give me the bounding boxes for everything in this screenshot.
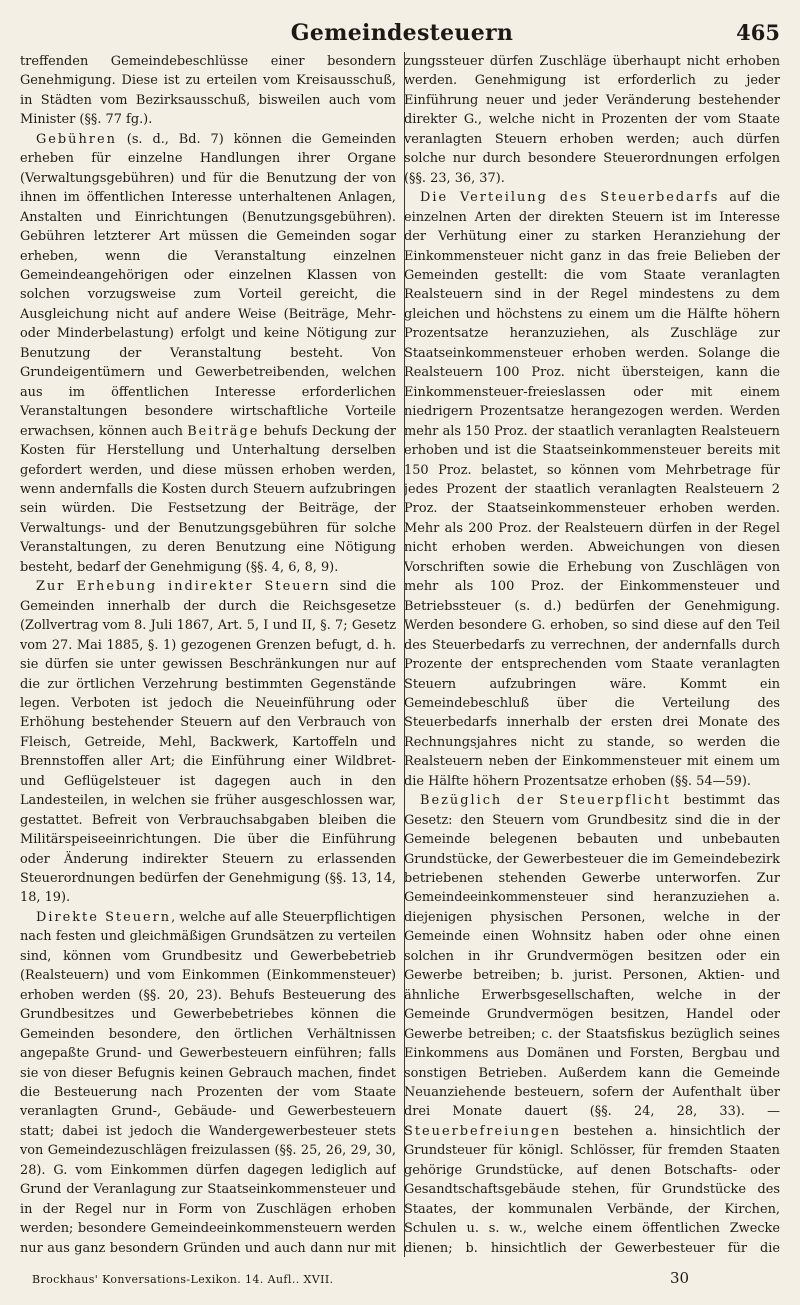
left-column xyxy=(20,52,396,1257)
footer-source-line: Brockhaus' Konversations-Lexikon. 14. Aufl.. XVII. xyxy=(32,1273,334,1286)
paragraph-indirect-taxes xyxy=(20,577,396,908)
paragraph-tax-liability xyxy=(404,791,780,1257)
distribution-text: auf die einzelnen Arten der direkten Steuern ist im Interesse der Verhütung einer zu starken Heranziehung der Einkommensteuer nicht ganz in das freie Belieben der Gemeinden gestellt: die vom Staate veranlagten Realsteuern sind in der Regel mindestens zu dem gleichen und höchstens zu einem um die Hälfte höhern Prozentsatze heranzuziehen, als Zuschläge zur Staatseinkommensteuer erhoben werden. Solange die Realsteuern 100 Proz. nicht übersteigen, kann die Einkommensteuer-freieslassen oder mit einem niedrigern Prozentsatze herangezogen werden. Werden mehr als 150 Proz. der staatlich veranlagten Realsteuern erhoben und ist die Staatseinkommensteuer bereits mit 150 Proz. belastet, so können vom Mehrbetrage für jedes Prozent der staatlich veranlagten Realsteuern 2 Proz. der Staatseinkommensteuer erhoben werden. Mehr als 200 Proz. der Realsteuern dürfen in der Regel nicht erhoben werden. Abweichungen von diesen Vorschriften sowie die Erhebung von Zuschlägen von mehr als 100 Proz. der Einkommensteuer und Betriebssteuer (s. d.) bedürfen der Genehmigung. Werden besondere G. erhoben, so sind diese auf den Teil des Steuerbedarfs zu verrechnen, der andernfalls durch Prozente der entsprechenden vom Staate veranlagten Steuern aufzubringen wäre. Kommt ein Gemeindebeschluß über die Verteilung des Steuerbedarfs innerhalb der ersten drei Monate des Rechnungsjahres nicht zu stande, so werden die Realsteuern neben der Einkommensteuer mit einem um die Hälfte höhern Prozentsatze erhoben (§§. 54—59). xyxy=(404,190,780,789)
page-header xyxy=(20,12,784,52)
indirect-taxes-text: sind die Gemeinden innerhalb der durch die Reichsgesetze (Zollvertrag vom 8. Juli 1867, Art. 5, I und II, §. 7; Gesetz vom 27. Mai 1885, §. 1) gezogenen Grenzen befugt, d. h. sie dürfen sie unter gewissen Beschränkungen nur auf die zur örtlichen Verzehrung bestimmten Gegenstände legen. Verboten ist jedoch die Neueinführung oder Erhöhung bestehender Steuern auf den Verbrauch von Fleisch, Getreide, Mehl, Backwerk, Kartoffeln und Brennstoffen aller Art; die Einführung einer Wildbret- und Geflügelsteuer ist dagegen auch in den Landesteilen, in welchen sie früher ausgeschlossen war, gestattet. Befreit von Verbrauchsabgaben bleiben die Militärspeiseeinrichtungen. Die über die Einführung oder Änderung indirekter Steuern zu erlassenden Steuerordnungen bedürfen der Genehmigung (§§. 13, 14, 18, 19). xyxy=(20,579,396,906)
fees-text-continued: behufs Deckung der Kosten für Herstellung und Unterhaltung derselben gefordert werden, und diese müssen erhoben werden, wenn andernfalls die Kosten durch Steuern aufzubringen sein würden. Die Festsetzung der Beiträge, der Verwaltungs- und der Benutzungsgebühren für solche Veranstaltungen, zu deren Benutzung eine Nötigung besteht, bedarf der Genehmigung (§§. 4, 6, 8, 9). xyxy=(20,423,396,575)
term-gebuehren: Gebühren xyxy=(36,131,117,147)
text-columns xyxy=(20,52,784,1257)
paragraph-supplementary-tax: zungssteuer dürfen Zuschläge überhaupt nicht erhoben werden. Genehmigung ist erforderlich zu jeder Einführung neuer und jeder Veränderung bestehender direkter G., welche nicht in Prozenten der vom Staate veranlagten Steuern erhoben werden; auch dürfen solche nur durch besondere Steuerordnungen erfolgen (§§. 23, 36, 37). xyxy=(404,54,780,186)
printer-signature: 30 xyxy=(670,1269,690,1287)
term-beitraege: Beiträge xyxy=(187,423,260,439)
direct-taxes-text: , welche auf alle Steuerpflichtigen nach festen und gleichmäßigen Grundsätzen zu verteilen sind, können vom Grundbesitz und Gewerbebetrieb (Realsteuern) und vom Einkommen (Einkommensteuer) erhoben werden (§§. 20, 23). Behufs Besteuerung des Grundbesitzes und Gewerbebetriebes können die Gemeinden besondere, den örtlichen Verhältnissen angepaßte Grund- und Gewerbesteuern einführen; falls sie von dieser Befugnis keinen Gebrauch machen, findet die Besteuerung nach Prozenten der vom Staate veranlagten Grund-, Gebäude- und Gewerbesteuern statt; dabei ist jedoch die Wandergewerbesteuer stets von Gemeindezuschlägen freizulassen (§§. 25, 26, 29, 30, 28). G. vom Einkommen dürfen dagegen lediglich auf Grund der Veranlagung zur Staatseinkommensteuer und in der Regel nur in Form von Zuschlägen erhoben werden; besondere Gemeindeeinkommensteuern werden nur aus ganz besondern Gründen und auch dann nur mit xyxy=(20,909,396,1256)
page-number: 465 xyxy=(736,20,780,45)
paragraph-fees xyxy=(20,130,396,577)
fees-text: (s. d., Bd. 7) können die Gemeinden erheben für einzelne Handlungen ihrer Organe (Verwaltungsgebühren) und für die Benutzung der von ihnen im öffentlichen Interesse unterhaltenen Anlagen, Anstalten und Einrichtungen (Benutzungsgebühren). Gebühren letzterer Art müssen die Gemeinden sogar erheben, wenn die Veranstaltung einzelnen Gemeindeangehörigen oder einzelnen Klassen von solchen vorzugsweise zum Vorteil gereicht, die Ausgleichung nicht auf andere Weise (Beiträge, Mehr- oder Minderbelastung) erfolgt und keine Nötigung zur Benutzung der Veranstaltung besteht. Von Grundeigentümern und Gewerbetreibenden, welchen aus im öffentlichen Interesse erforderlichen Veranstaltungen besondere wirtschaftliche Vorteile erwachsen, können auch xyxy=(20,131,396,439)
right-column xyxy=(404,52,780,1257)
paragraph-approval: treffenden Gemeindebeschlüsse einer besondern Genehmigung. Diese ist zu erteilen vom Kreisausschuß, in Städten vom Bezirksausschuß, bisweilen auch vom Minister (§§. 77 fg.). xyxy=(20,54,396,128)
term-direkte-steuern: Direkte Steuern xyxy=(36,909,172,925)
page-footer xyxy=(20,1257,784,1297)
running-title: Gemeindesteuern xyxy=(290,20,514,46)
tax-liability-text: bestimmt das Gesetz: den Steuern vom Grundbesitz sind die in der Gemeinde belegenen bebauten und unbebauten Grundstücke, der Gewerbesteuer die im Gemeindebezirk betriebenen stehenden Gewerbe unterworfen. Zur Gemeindeeinkommensteuer sind heranzuziehen a. diejenigen physischen Personen, welche in der Gemeinde einen Wohnsitz haben oder ohne einen solchen in ihr Grundvermögen besitzen oder ein Gewerbe betreiben; b. jurist. Personen, Aktien- und ähnliche Erwerbsgesellschaften, welche in der Gemeinde Grundvermögen besitzen, Handel oder Gewerbe betreiben; c. der Staatsfiskus bezüglich seines Einkommens aus Domänen und Forsten, Bergbau und sonstigen Betrieben. Außerdem kann die Gemeinde Neuanziehende besteuern, sofern der Aufenthalt über drei Monate dauert (§§. 24, 28, 33). — xyxy=(404,793,780,1120)
term-steuerbefreiungen: Steuerbefreiungen xyxy=(404,1123,562,1139)
term-indirekte-steuern: Zur Erhebung indirekter Steuern xyxy=(36,579,331,595)
term-verteilung: Die Verteilung des Steuerbedarfs xyxy=(420,190,720,206)
paragraph-direct-taxes xyxy=(20,908,396,1257)
column-divider xyxy=(404,52,405,1257)
term-steuerpflicht: Bezüglich der Steuerpflicht xyxy=(420,793,671,809)
paragraph-distribution xyxy=(404,188,780,791)
exemptions-text: bestehen a. hinsichtlich der Grundsteuer für königl. Schlösser, für fremden Staaten gehörige Grundstücke, auf denen Botschafts- oder Gesandtschaftsgebäude stehen, für Grundstücke des Staates, der kommunalen Verbände, der Kirchen, Schulen u. s. w., welche einem öffentlichen Zwecke dienen; b. hinsichtlich der Gewerbesteuer für die xyxy=(404,1123,780,1256)
